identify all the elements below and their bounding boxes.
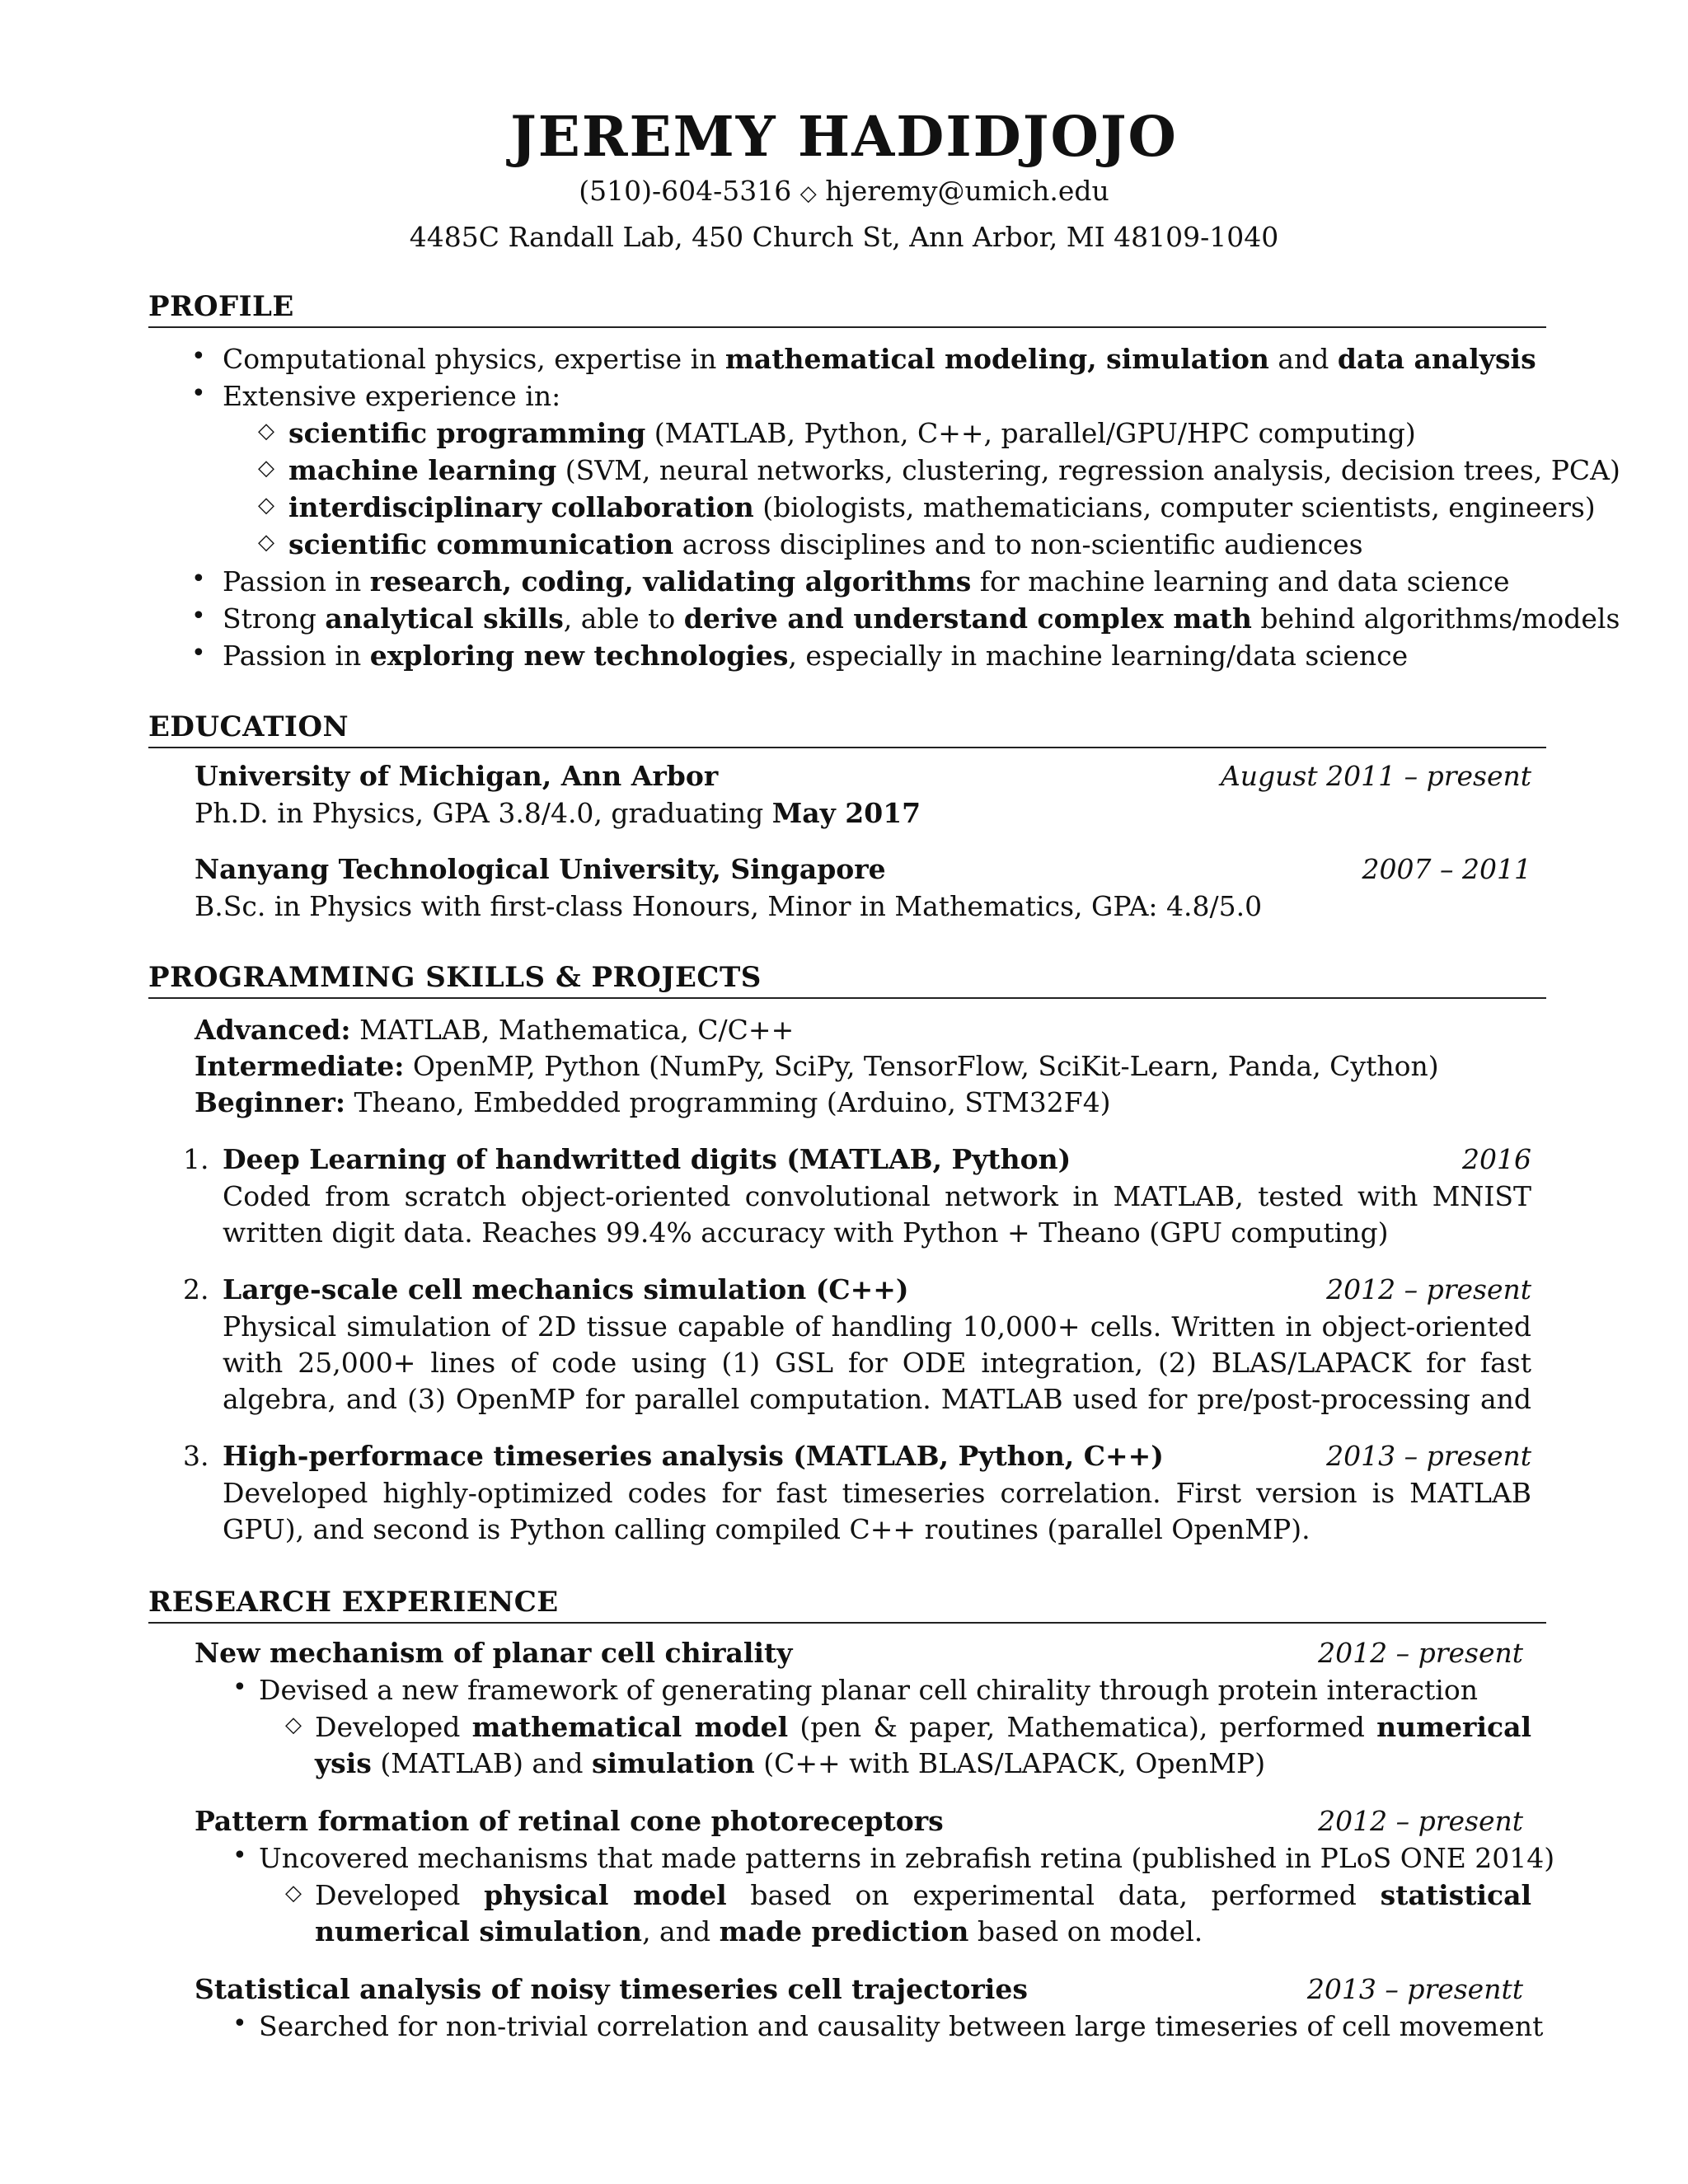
section-education bbox=[148, 707, 1546, 748]
research-sub-line: numerical simulation, and made prediction based on model. bbox=[315, 1915, 1203, 1947]
research-bullet: Searched for non-trivial correlation and causality between large timeseries of cell movement bbox=[259, 2010, 1544, 2042]
research-title: Statistical analysis of noisy timeseries cell trajectories bbox=[195, 1973, 1028, 2005]
project-desc-line: GPU), and second is Python calling compiled C++ routines (parallel OpenMP). bbox=[223, 1513, 1311, 1545]
bullet-icon: • bbox=[232, 1673, 247, 1702]
section-heading: PROGRAMMING SKILLS & PROJECTS bbox=[148, 961, 762, 994]
degree-phd: Ph.D. in Physics, GPA 3.8/4.0, graduating May 2017 bbox=[195, 797, 921, 829]
project-title: High-performace timeseries analysis (MATLAB, Python, C++) bbox=[223, 1440, 1164, 1472]
skills-intermediate: Intermediate: OpenMP, Python (NumPy, SciPy, TensorFlow, SciKit-Learn, Panda, Cython) bbox=[195, 1050, 1439, 1082]
research-dates: 2013 – presentt bbox=[1306, 1973, 1523, 2005]
bullet-icon: • bbox=[191, 565, 206, 593]
project-title: Large-scale cell mechanics simulation (C++) bbox=[223, 1273, 909, 1305]
dates-umich: August 2011 – present bbox=[1220, 760, 1531, 792]
bullet-icon: • bbox=[232, 1841, 247, 1870]
skills-advanced: Advanced: MATLAB, Mathematica, C/C++ bbox=[195, 1014, 795, 1046]
research-title: Pattern formation of retinal cone photoreceptors bbox=[195, 1805, 944, 1837]
address: 4485C Randall Lab, 450 Church St, Ann Arbor, MI 48109-1040 bbox=[409, 221, 1279, 253]
project-desc-line: algebra, and (3) OpenMP for parallel computation. MATLAB used for pre/post-processing and bbox=[223, 1383, 1531, 1415]
degree-bsc: B.Sc. in Physics with first-class Honours, Minor in Mathematics, GPA: 4.8/5.0 bbox=[195, 890, 1263, 922]
research-sub-line: Developed physical model based on experimental data, performed statistical bbox=[315, 1879, 1531, 1911]
skills-beginner: Beginner: Theano, Embedded programming (Arduino, STM32F4) bbox=[195, 1086, 1111, 1118]
profile-sub-2: machine learning (SVM, neural networks, clustering, regression analysis, decision trees, PCA) bbox=[288, 454, 1620, 486]
diamond-icon: ◇ bbox=[258, 530, 274, 555]
section-profile bbox=[148, 287, 1546, 328]
project-title: Deep Learning of handwritted digits (MATLAB, Python) bbox=[223, 1143, 1071, 1175]
project-dates: 2012 – present bbox=[1326, 1273, 1531, 1305]
section-heading: RESEARCH EXPERIENCE bbox=[148, 1586, 559, 1619]
project-desc-line: Developed highly-optimized codes for fast timeseries correlation. First version is MATLAB bbox=[223, 1477, 1531, 1509]
project-desc-line: Physical simulation of 2D tissue capable of handling 10,000+ cells. Written in object-oriented bbox=[223, 1310, 1531, 1343]
school-umich: University of Michigan, Ann Arbor bbox=[195, 760, 719, 792]
bullet-icon: • bbox=[191, 602, 206, 630]
research-sub-line: ysis (MATLAB) and simulation (C++ with BLAS/LAPACK, OpenMP) bbox=[315, 1747, 1266, 1779]
section-heading: PROFILE bbox=[148, 290, 294, 323]
profile-bullet-4: Strong analytical skills, able to derive and understand complex math behind algorithms/models bbox=[223, 602, 1620, 635]
diamond-icon: ◇ bbox=[285, 1713, 302, 1737]
project-desc-line: with 25,000+ lines of code using (1) GSL for ODE integration, (2) BLAS/LAPACK for fast bbox=[223, 1347, 1531, 1379]
research-title: New mechanism of planar cell chirality bbox=[195, 1637, 793, 1669]
section-heading: EDUCATION bbox=[148, 710, 349, 743]
section-research bbox=[148, 1582, 1546, 1624]
contact-line bbox=[0, 173, 1688, 212]
profile-bullet-3: Passion in research, coding, validating algorithms for machine learning and data science bbox=[223, 565, 1510, 598]
bullet-icon: • bbox=[191, 639, 206, 668]
project-number: 1. bbox=[183, 1143, 209, 1175]
profile-sub-3: interdisciplinary collaboration (biologists, mathematicians, computer scientists, engineers) bbox=[288, 491, 1596, 523]
research-sub-line: Developed mathematical model (pen & paper, Mathematica), performed numerical bbox=[315, 1711, 1531, 1743]
phone: (510)-604-5316 bbox=[579, 175, 792, 207]
project-number: 2. bbox=[183, 1273, 209, 1305]
separator-diamond: ◇ bbox=[799, 181, 817, 206]
project-desc-line: Coded from scratch object-oriented convolutional network in MATLAB, tested with MNIST bbox=[223, 1180, 1531, 1212]
research-bullet: Uncovered mechanisms that made patterns in zebrafish retina (published in PLoS ONE 2014) bbox=[259, 1842, 1555, 1874]
candidate-name: JEREMY HADIDJOJO bbox=[510, 104, 1178, 169]
project-desc-line: written digit data. Reaches 99.4% accuracy with Python + Theano (GPU computing) bbox=[223, 1216, 1389, 1249]
diamond-icon: ◇ bbox=[258, 456, 274, 480]
school-ntu: Nanyang Technological University, Singapore bbox=[195, 853, 886, 885]
research-bullet: Devised a new framework of generating planar cell chirality through protein interaction bbox=[259, 1674, 1478, 1706]
dates-ntu: 2007 – 2011 bbox=[1362, 853, 1531, 885]
project-dates: 2016 bbox=[1462, 1143, 1531, 1175]
profile-sub-4: scientific communication across disciplines and to non-scientific audiences bbox=[288, 528, 1363, 560]
diamond-icon: ◇ bbox=[258, 493, 274, 518]
bullet-icon: • bbox=[191, 342, 206, 371]
diamond-icon: ◇ bbox=[258, 419, 274, 443]
project-dates: 2013 – present bbox=[1326, 1440, 1531, 1472]
project-number: 3. bbox=[183, 1440, 209, 1472]
diamond-icon: ◇ bbox=[285, 1881, 302, 1905]
email: hjeremy@umich.edu bbox=[825, 175, 1109, 207]
section-skills bbox=[148, 958, 1546, 999]
bullet-icon: • bbox=[191, 379, 206, 408]
research-dates: 2012 – present bbox=[1318, 1805, 1523, 1837]
profile-sub-1: scientific programming (MATLAB, Python, C++, parallel/GPU/HPC computing) bbox=[288, 417, 1416, 449]
bullet-icon: • bbox=[232, 2009, 247, 2038]
research-dates: 2012 – present bbox=[1318, 1637, 1523, 1669]
profile-bullet-1: Computational physics, expertise in mathematical modeling, simulation and data analysis bbox=[223, 343, 1536, 375]
profile-bullet-2: Extensive experience in: bbox=[223, 380, 561, 412]
profile-bullet-5: Passion in exploring new technologies, especially in machine learning/data science bbox=[223, 640, 1409, 672]
